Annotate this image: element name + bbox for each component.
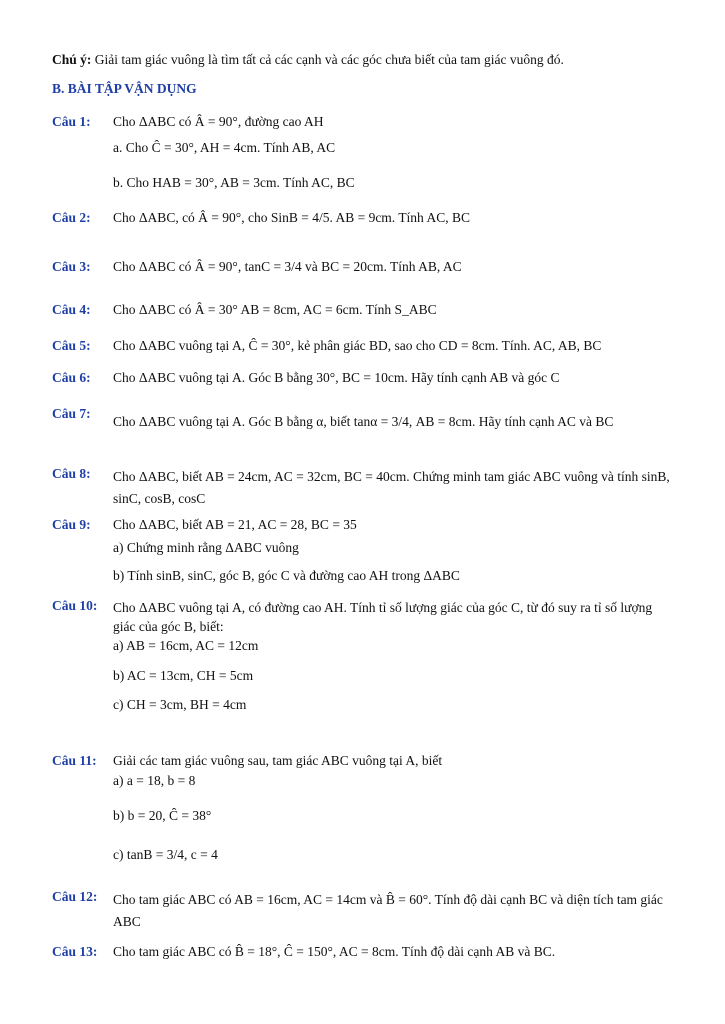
q10-text: Cho ΔABC vuông tại A, có đường cao AH. Tính tỉ số lượng giác của góc C, từ đó suy ra tỉ số lượng giác của góc B, biết:	[113, 600, 653, 634]
q1a-text: a. Cho Ĉ = 30°, AH = 4cm. Tính AB, AC	[113, 140, 336, 155]
note-label: Chú ý:	[52, 52, 92, 67]
q10a-text: a) AB = 16cm, AC = 12cm	[113, 638, 259, 653]
question-label-1: Câu 1:	[52, 114, 91, 129]
q11a-text: a) a = 18, b = 8	[113, 773, 196, 788]
q11-text: Giải các tam giác vuông sau, tam giác ABC vuông tại A, biết	[113, 753, 443, 768]
question-label-11: Câu 11:	[52, 753, 97, 768]
question-label-8: Câu 8:	[52, 466, 91, 481]
question-label-2: Câu 2:	[52, 210, 91, 225]
section-heading: B. BÀI TẬP VẬN DỤNG	[52, 81, 197, 96]
q5-text: Cho ΔABC vuông tại A, Ĉ = 30°, kẻ phân giác BD, sao cho CD = 8cm. Tính. AC, AB, BC	[113, 338, 602, 353]
question-label-13: Câu 13:	[52, 944, 98, 959]
q4-text: Cho ΔABC có Â = 30° AB = 8cm, AC = 6cm. Tính S_ABC	[113, 302, 437, 317]
q11c-text: c) tanB = 3/4, c = 4	[113, 847, 218, 862]
question-label-3: Câu 3:	[52, 259, 91, 274]
q9b-text: b) Tính sinB, sinC, góc B, góc C và đường cao AH trong ΔABC	[113, 568, 460, 583]
q8-text: Cho ΔABC, biết AB = 24cm, AC = 32cm, BC = 40cm. Chứng minh tam giác ABC vuông và tính sinB, sinC, cosB, cosC	[113, 469, 670, 506]
q13-text: Cho tam giác ABC có B̂ = 18°, Ĉ = 150°, AC = 8cm. Tính độ dài cạnh AB và BC.	[113, 944, 556, 959]
q6-text: Cho ΔABC vuông tại A. Góc B bằng 30°, BC = 10cm. Hãy tính cạnh AB và góc C	[113, 370, 560, 385]
q1b-text: b. Cho HAB = 30°, AB = 3cm. Tính AC, BC	[113, 175, 355, 190]
question-label-10: Câu 10:	[52, 598, 98, 613]
q7-text: Cho ΔABC vuông tại A. Góc B bằng α, biết tanα = 3/4, AB = 8cm. Hãy tính cạnh AC và BC	[113, 414, 614, 429]
question-label-5: Câu 5:	[52, 338, 91, 353]
q10c-text: c) CH = 3cm, BH = 4cm	[113, 697, 247, 712]
q9a-text: a) Chứng minh rằng ΔABC vuông	[113, 540, 299, 555]
q11b-text: b) b = 20, Ĉ = 38°	[113, 808, 212, 823]
note-line	[52, 52, 564, 68]
question-label-9: Câu 9:	[52, 517, 91, 532]
q3-text: Cho ΔABC có Â = 90°, tanC = 3/4 và BC = 20cm. Tính AB, AC	[113, 259, 462, 274]
q9-text: Cho ΔABC, biết AB = 21, AC = 28, BC = 35	[113, 517, 357, 532]
question-label-7: Câu 7:	[52, 406, 91, 421]
q2-text: Cho ΔABC, có Â = 90°, cho SinB = 4/5. AB = 9cm. Tính AC, BC	[113, 210, 470, 225]
q10b-text: b) AC = 13cm, CH = 5cm	[113, 668, 254, 683]
question-label-12: Câu 12:	[52, 889, 98, 904]
q12-text: Cho tam giác ABC có AB = 16cm, AC = 14cm và B̂ = 60°. Tính độ dài cạnh BC và diện tích tam giác ABC	[113, 892, 663, 929]
question-label-4: Câu 4:	[52, 302, 91, 317]
question-label-6: Câu 6:	[52, 370, 91, 385]
q1-text: Cho ΔABC có Â = 90°, đường cao AH	[113, 114, 324, 129]
note-text: Giải tam giác vuông là tìm tất cả các cạnh và các góc chưa biết của tam giác vuông đó.	[91, 52, 564, 67]
